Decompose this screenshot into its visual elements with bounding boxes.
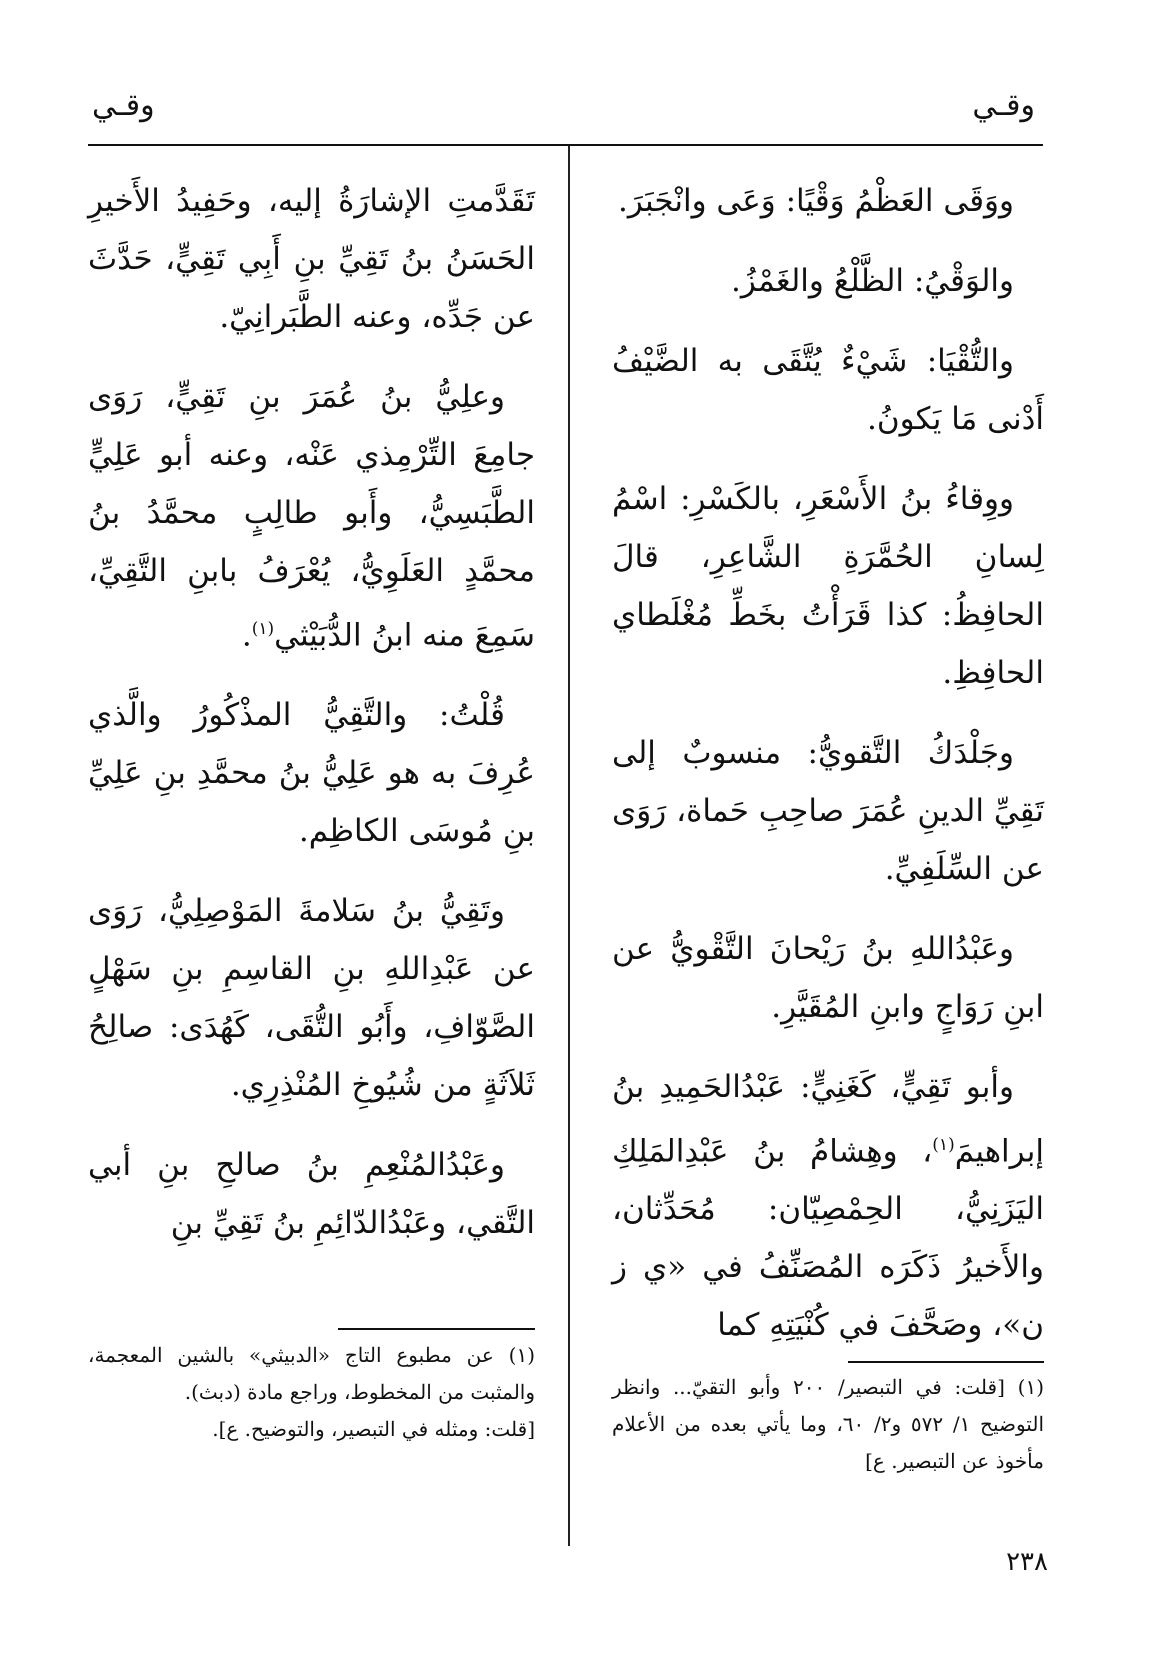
- footnote-right: (١) [قلت: في التبصير/ ٢٠٠ وأبو التقيّ... وانظر التوضيح ١/ ٥٧٢ و٢/ ٦٠، وما يأتي بعده من الأعلام مأخوذ عن التبصير. ع]: [612, 1375, 1044, 1473]
- entry-paragraph: ووَقَى العَظْمُ وَقْيًا: وَعَى وانْجَبَرَ.: [618, 183, 1014, 219]
- header-root-word-right: وقـي: [972, 88, 1035, 123]
- entry-text-continued: ، وهِشامُ بنُ عَبْدِالمَلِكِ اليَزَنِيُّ، الحِمْصِيّان: مُحَدِّثان، والأَخيرُ ذَكَرَه المُصَنِّفُ في «ي ز ن»، وصَحَّفَ في كُنْيَتِهِ كما: [612, 1133, 1044, 1344]
- entry-paragraph: وتَقِيُّ بنُ سَلامةَ المَوْصِلِيُّ، رَوَى عن عَبْدِاللهِ بنِ القاسِمِ بنِ سَهْلٍ الصَّوّافِ، وأَبُو التُّقَى، كَهُدَى: صالِحُ ثَلاَثَةٍ من شُيُوخِ المُنْذِرِي.: [88, 893, 535, 1104]
- entry-paragraph: والوَقْيُ: الظَّلْعُ والغَمْزُ.: [731, 263, 1014, 299]
- left-column: [88, 172, 535, 1274]
- footnote-left: [88, 1337, 535, 1448]
- entry-paragraph: وعَبْدُاللهِ بنُ رَيْحانَ التَّقْويُّ عن ابنِ رَوَاجٍ وابنِ المُقَيَّرِ.: [612, 931, 1044, 1025]
- entry-paragraph: والتُّقْيَا: شَيْءٌ يُتَّقَى به الضَّيْفُ أَدْنى مَا يَكونُ.: [612, 343, 1044, 437]
- entry-paragraph: تَقَدَّمتِ الإشارَةُ إليه، وحَفِيدُ الأَخيرِ الحَسَنُ بنُ تَقِيِّ بنِ أَبِي تَقِيٍّ، حَدَّثَ عن جَدِّه، وعنه الطَّبَرانِيّ.: [88, 183, 535, 335]
- entry-paragraph: وجَلْدَكُ التَّقويُّ: منسوبٌ إلى تَقِيِّ الدينِ عُمَرَ صاحِبِ حَماة، رَوَى عن السِّلَفِيِّ.: [612, 735, 1044, 887]
- page-header: [88, 86, 1043, 144]
- footnote-rule-left: [338, 1328, 535, 1330]
- footnote-line: (١) عن مطبوع التاج «الدبيثي» بالشين المعجمة، والمثبت من المخطوط، وراجع مادة (دبث).: [88, 1343, 535, 1404]
- header-root-word-left: وقـي: [92, 88, 155, 123]
- footnote-reference[interactable]: (١): [932, 1135, 955, 1155]
- entry-paragraph-with-note: وعلِيُّ بنُ عُمَرَ بنِ تَقِيٍّ، رَوَى جامِعَ التِّرْمِذي عَنْه، وعنه أبو عَلِيٍّ الطَّبَسِيُّ، وأَبو طالِبٍ محمَّدُ بنُ محمَّدٍ العَلَوِيُّ، يُعْرَفُ بابنِ التَّقِيِّ، سَمِعَ منه ابنُ الدُّبَيْثي$^{(١)}$.: [88, 379, 535, 654]
- entry-paragraph-with-note: [612, 1058, 1044, 1354]
- entry-paragraph: وعَبْدُالمُنْعِمِ بنُ صالحِ بنِ أبي التَّقي، وعَبْدُالدّائِمِ بنُ تَقِيِّ بنِ: [88, 1147, 535, 1242]
- entry-paragraph: قُلْتُ: والتَّقِيُّ المذْكُورُ والَّذي عُرِفَ به هو عَلِيُّ بنُ محمَّدِ بنِ عَلِيِّ بنِ مُوسَى الكاظِم.: [88, 697, 535, 850]
- footnote-line: [قلت: ومثله في التبصير، والتوضيح. ع].: [212, 1417, 535, 1441]
- entry-paragraph: ووِقاءُ بنُ الأَسْعَرِ، بالكَسْرِ: اسْمُ لِسانِ الحُمَّرَةِ الشَّاعِرِ، قالَ الحافِظُ: كذا قَرَأْتُ بخَطِّ مُغْلَطاي الحافِظِ.: [612, 481, 1044, 691]
- header-rule: [88, 144, 1043, 146]
- right-column: [612, 172, 1044, 1376]
- page-number: ٢٣٨: [1006, 1547, 1048, 1577]
- footnote-reference[interactable]: (١): [251, 619, 275, 639]
- entry-text: وعلِيُّ بنُ عُمَرَ بنِ تَقِيٍّ، رَوَى جامِعَ التِّرْمِذي عَنْه، وعنه أبو عَلِيٍّ الطَّبَسِيُّ، وأَبو طالِبٍ محمَّدُ بنُ محمَّدٍ العَلَوِيُّ، يُعْرَفُ بابنِ التَّقِيِّ، سَمِعَ منه ابنُ الدُّبَيْثي: [88, 379, 535, 654]
- entry-text: وأبو تَقِيٍّ، كَغَنِيٍّ: عَبْدُالحَمِيدِ بنُ إبراهيمَ: [612, 1069, 1044, 1170]
- footnote-rule-right: [848, 1361, 1044, 1363]
- column-divider: [568, 146, 570, 1546]
